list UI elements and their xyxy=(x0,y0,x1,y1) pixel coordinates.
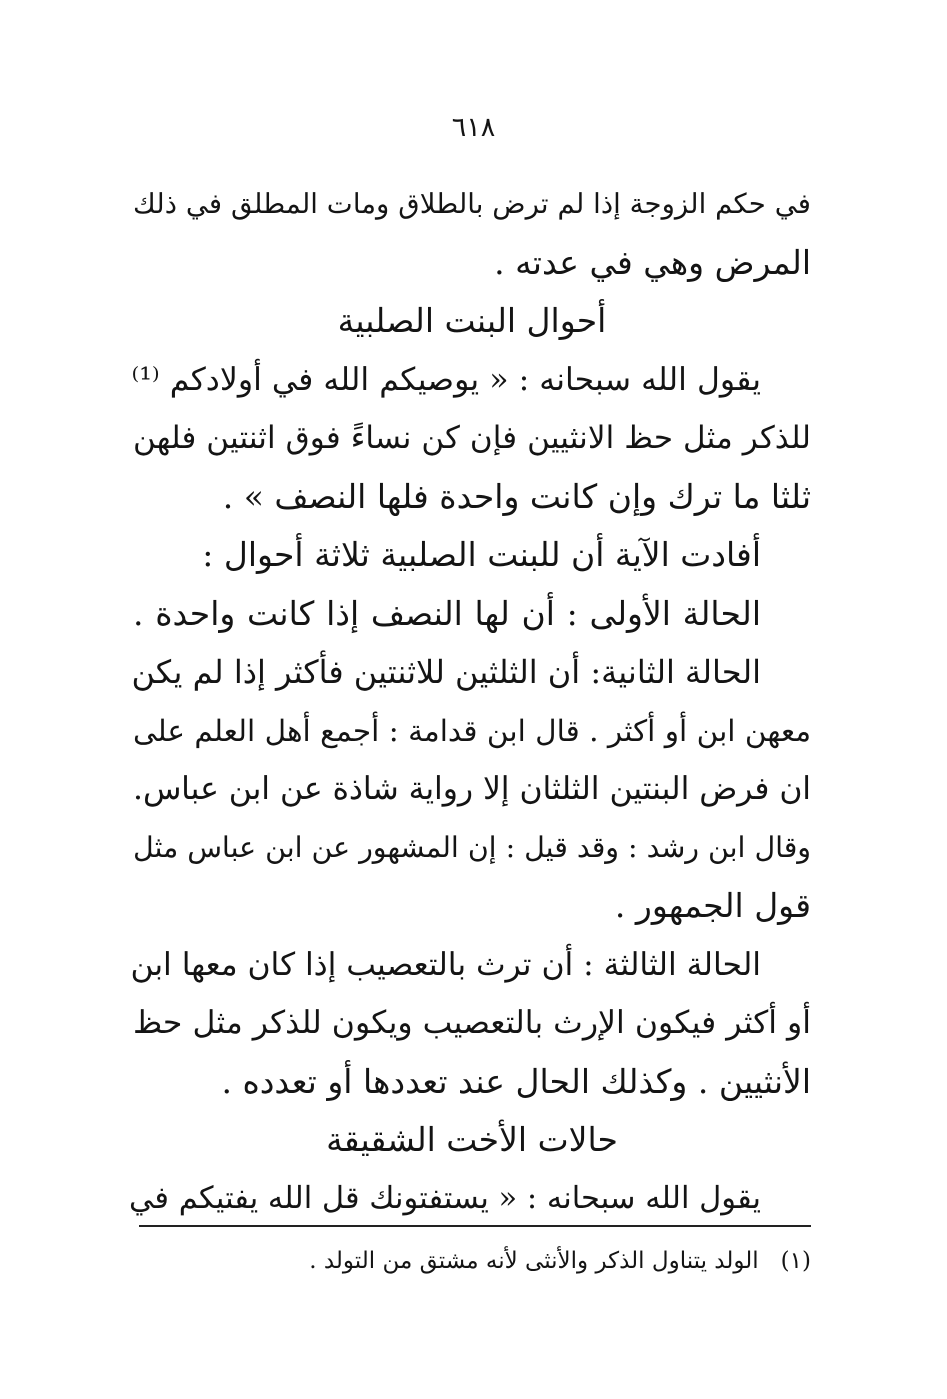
text-line-7: أفادت الآية أن للبنت الصلبية ثلاثة أحوال : xyxy=(202,535,761,574)
text-line-9: الحالة الثانية: أن الثلثين للاثنتين فأكثر إذا لم يكن xyxy=(131,653,761,691)
text-line-16: الأنثيين . وكذلك الحال عند تعددها أو تعدده . xyxy=(221,1061,811,1101)
text-line-13: قول الجمهور . xyxy=(614,886,811,925)
text-line-10: معهن ابن أو أكثر . قال ابن قدامة : أجمع أهل العلم على xyxy=(133,713,811,748)
text-line-11: ان فرض البنتين الثلثان إلا رواية شاذة عن ابن عباس. xyxy=(133,771,811,807)
body-text xyxy=(129,175,811,1228)
text-line-15: أو أكثر فيكون الإرث بالتعصيب ويكون للذكر مثل حظ xyxy=(133,1005,811,1041)
footnote-divider xyxy=(139,1225,811,1227)
text-line-12: وقال ابن رشد : وقد قيل : إن المشهور عن ابن عباس مثل xyxy=(133,830,811,864)
text-line-2: المرض وهي في عدته . xyxy=(494,242,811,282)
section-heading: أحوال البنت الصلبية xyxy=(337,301,607,340)
footnote-marker: (١) xyxy=(780,1248,811,1274)
text-line-1: في حكم الزوجة إذا لم ترض بالطلاق ومات المطلق في ذلك xyxy=(133,187,811,220)
text-line-14: الحالة الثالثة : أن ترث بالتعصيب إذا كان معها ابن xyxy=(130,946,761,983)
page-number: ٦١٨ xyxy=(451,112,496,143)
footnote-text: الولد يتناول الذكر والأنثى لأنه مشتق من التولد . xyxy=(309,1248,759,1274)
text-line-4: يقول الله سبحانه : « يوصيكم الله في أولادكم ⁽¹⁾ xyxy=(131,361,761,398)
text-line-6: ثلثا ما ترك وإن كانت واحدة فلها النصف » . xyxy=(222,476,811,516)
section-heading: حالات الأخت الشقيقة xyxy=(326,1120,618,1159)
text-line-5: للذكر مثل حظ الانثيين فإن كن نساءً فوق اثنتين فلهن xyxy=(133,420,811,456)
text-line-8: الحالة الأولى : أن لها النصف إذا كانت واحدة . xyxy=(133,593,761,633)
text-line-18: يقول الله سبحانه : « يستفتونك قل الله يفتيكم في xyxy=(129,1180,761,1216)
footnote xyxy=(131,1244,811,1278)
